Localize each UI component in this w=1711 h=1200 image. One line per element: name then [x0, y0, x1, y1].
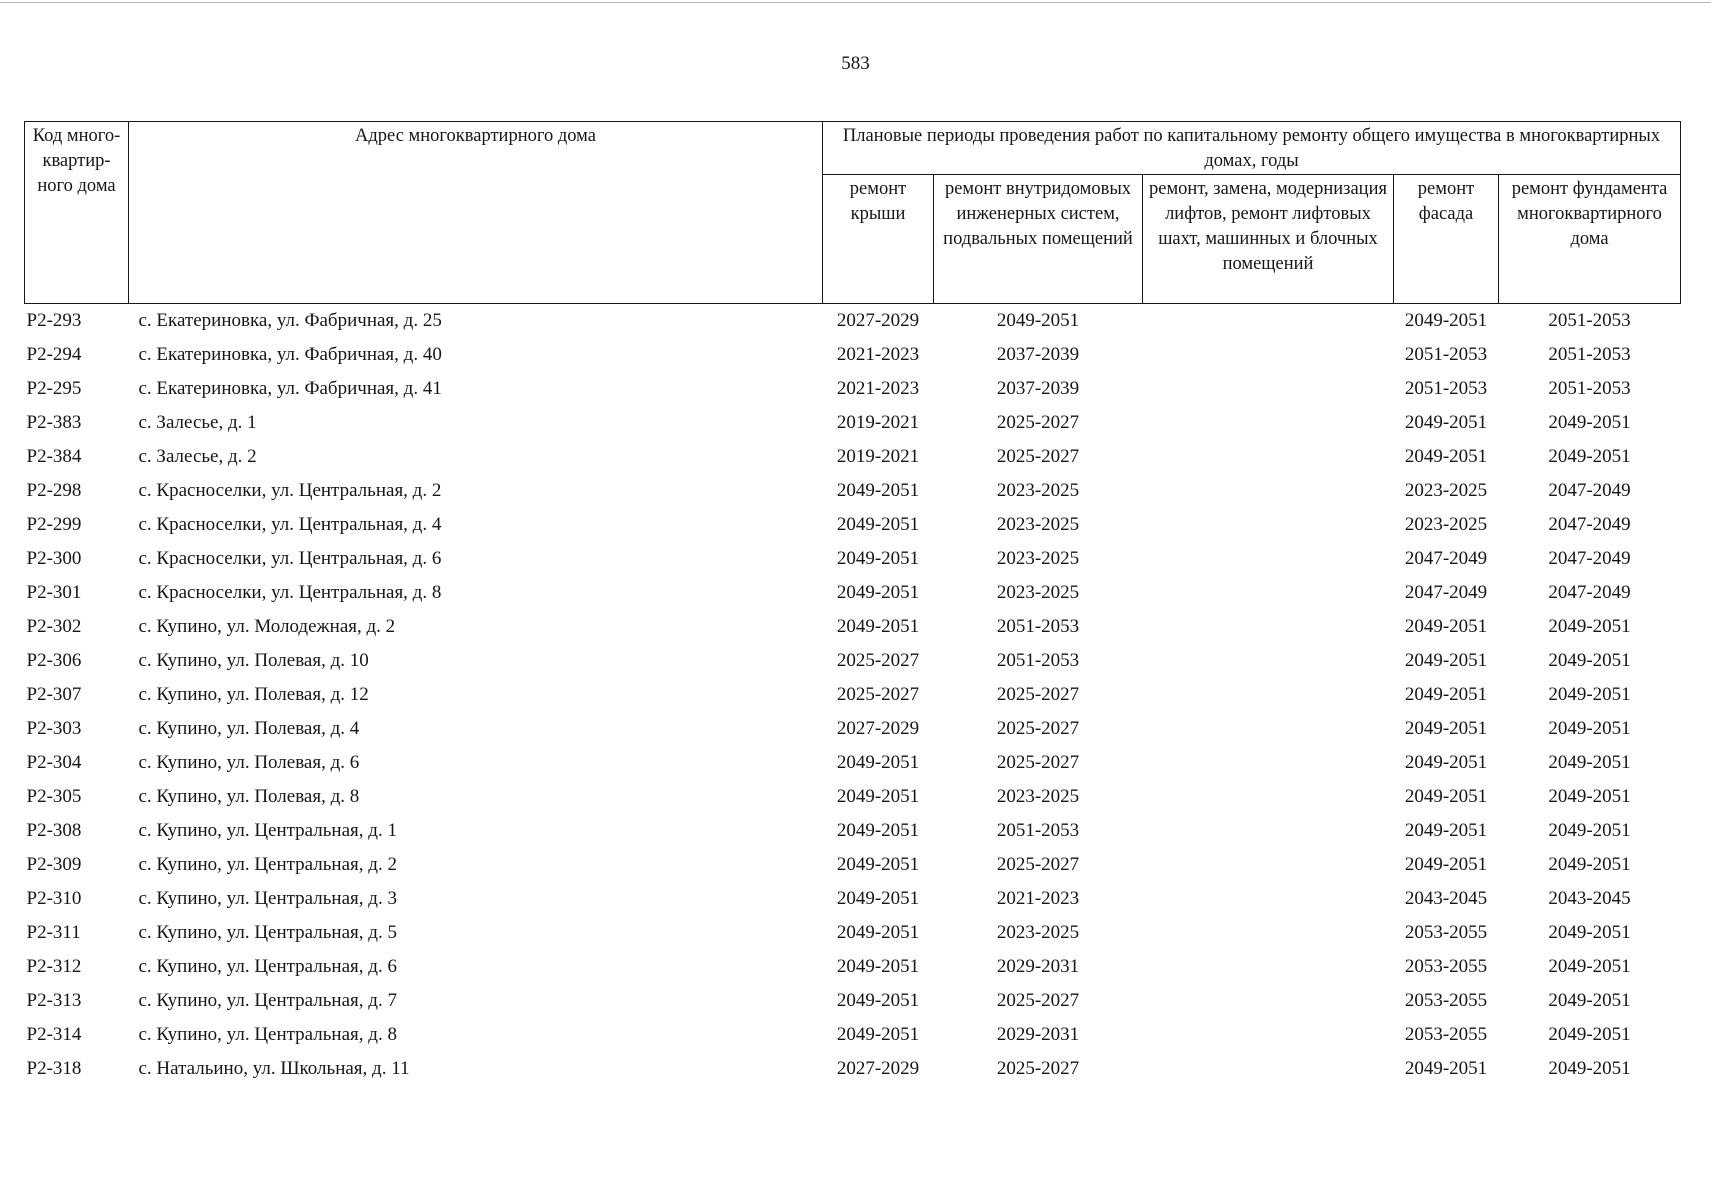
- cell-roof-period: 2027-2029: [836, 1058, 920, 1079]
- cell-address: с. Натальино, ул. Школьная, д. 11: [138, 1058, 410, 1079]
- cell-code: Р2-318: [26, 1058, 82, 1079]
- cell-address: с. Купино, ул. Полевая, д. 8: [138, 786, 360, 807]
- cell-elevator-period: [1143, 678, 1394, 712]
- cell-roof-period: 2049-2051: [836, 514, 920, 535]
- cell-roof-period: 2049-2051: [836, 854, 920, 875]
- cell-address: с. Купино, ул. Полевая, д. 4: [138, 718, 360, 739]
- table-row: [25, 372, 1681, 406]
- cell-address: с. Купино, ул. Центральная, д. 2: [138, 854, 397, 875]
- table-row: [25, 542, 1681, 576]
- cell-facade-period: 2049-2051: [1404, 684, 1488, 705]
- table-row: [25, 882, 1681, 916]
- cell-engineering-period: 2025-2027: [996, 752, 1080, 773]
- cell-elevator-period: [1143, 1018, 1394, 1052]
- cell-code: Р2-312: [26, 956, 82, 977]
- repair-schedule-table: [24, 121, 1681, 1086]
- table-header: [25, 122, 1681, 304]
- cell-foundation-period: 2043-2045: [1548, 888, 1631, 909]
- cell-elevator-period: [1143, 984, 1394, 1018]
- cell-code: Р2-305: [26, 786, 82, 807]
- cell-engineering-period: 2025-2027: [996, 1058, 1080, 1079]
- cell-engineering-period: 2037-2039: [996, 378, 1080, 399]
- cell-roof-period: 2025-2027: [836, 650, 920, 671]
- cell-code: Р2-300: [26, 548, 82, 569]
- cell-roof-period: 2049-2051: [836, 616, 920, 637]
- cell-foundation-period: 2049-2051: [1548, 1058, 1631, 1079]
- cell-foundation-period: 2049-2051: [1548, 854, 1631, 875]
- cell-foundation-period: 2049-2051: [1548, 412, 1631, 433]
- cell-address: с. Купино, ул. Центральная, д. 5: [138, 922, 397, 943]
- cell-facade-period: 2049-2051: [1404, 718, 1488, 739]
- cell-elevator-period: [1143, 508, 1394, 542]
- header-elevator-repair: ремонт, замена, модернизация лифтов, ремонт лифтовых шахт, машинных и блочных помещений: [1143, 175, 1394, 304]
- cell-code: Р2-303: [26, 718, 82, 739]
- cell-roof-period: 2049-2051: [836, 1024, 920, 1045]
- cell-roof-period: 2049-2051: [836, 480, 920, 501]
- cell-facade-period: 2049-2051: [1404, 854, 1488, 875]
- cell-engineering-period: 2023-2025: [996, 786, 1080, 807]
- cell-facade-period: 2049-2051: [1404, 310, 1488, 331]
- cell-foundation-period: 2051-2053: [1548, 378, 1631, 399]
- cell-facade-period: 2043-2045: [1404, 888, 1488, 909]
- header-foundation-repair: ремонт фундамента многоквартирного дома: [1499, 175, 1681, 304]
- cell-facade-period: 2053-2055: [1404, 990, 1488, 1011]
- cell-facade-period: 2049-2051: [1404, 446, 1488, 467]
- table-row: [25, 916, 1681, 950]
- cell-roof-period: 2049-2051: [836, 990, 920, 1011]
- cell-elevator-period: [1143, 304, 1394, 339]
- page-number: 583: [841, 53, 870, 74]
- cell-engineering-period: 2037-2039: [996, 344, 1080, 365]
- cell-code: Р2-384: [26, 446, 82, 467]
- cell-foundation-period: 2047-2049: [1548, 514, 1631, 535]
- cell-code: Р2-294: [26, 344, 82, 365]
- cell-address: с. Купино, ул. Центральная, д. 7: [138, 990, 397, 1011]
- cell-code: Р2-306: [26, 650, 82, 671]
- cell-address: с. Екатериновка, ул. Фабричная, д. 40: [138, 344, 442, 365]
- cell-address: с. Купино, ул. Центральная, д. 1: [138, 820, 397, 841]
- cell-foundation-period: 2047-2049: [1548, 582, 1631, 603]
- table-row: [25, 304, 1681, 339]
- cell-roof-period: 2021-2023: [836, 378, 920, 399]
- cell-address: с. Купино, ул. Полевая, д. 10: [138, 650, 369, 671]
- cell-facade-period: 2051-2053: [1404, 378, 1488, 399]
- cell-facade-period: 2049-2051: [1404, 820, 1488, 841]
- cell-elevator-period: [1143, 746, 1394, 780]
- cell-address: с. Купино, ул. Центральная, д. 6: [138, 956, 397, 977]
- cell-elevator-period: [1143, 610, 1394, 644]
- cell-address: с. Купино, ул. Центральная, д. 8: [138, 1024, 397, 1045]
- cell-foundation-period: 2049-2051: [1548, 616, 1631, 637]
- cell-facade-period: 2049-2051: [1404, 1058, 1488, 1079]
- cell-facade-period: 2023-2025: [1404, 514, 1488, 535]
- cell-roof-period: 2049-2051: [836, 956, 920, 977]
- cell-foundation-period: 2049-2051: [1548, 752, 1631, 773]
- cell-address: с. Залесье, д. 2: [138, 446, 257, 467]
- cell-elevator-period: [1143, 406, 1394, 440]
- cell-foundation-period: 2049-2051: [1548, 1024, 1631, 1045]
- cell-code: Р2-299: [26, 514, 82, 535]
- cell-code: Р2-302: [26, 616, 82, 637]
- cell-code: Р2-307: [26, 684, 82, 705]
- cell-engineering-period: 2051-2053: [996, 616, 1080, 637]
- cell-engineering-period: 2029-2031: [996, 956, 1080, 977]
- cell-engineering-period: 2021-2023: [996, 888, 1080, 909]
- cell-engineering-period: 2023-2025: [996, 922, 1080, 943]
- cell-engineering-period: 2023-2025: [996, 582, 1080, 603]
- cell-engineering-period: 2025-2027: [996, 446, 1080, 467]
- cell-roof-period: 2049-2051: [836, 786, 920, 807]
- cell-elevator-period: [1143, 542, 1394, 576]
- table-row: [25, 1018, 1681, 1052]
- cell-roof-period: 2025-2027: [836, 684, 920, 705]
- cell-roof-period: 2019-2021: [836, 446, 920, 467]
- cell-elevator-period: [1143, 474, 1394, 508]
- cell-roof-period: 2021-2023: [836, 344, 920, 365]
- cell-engineering-period: 2029-2031: [996, 1024, 1080, 1045]
- cell-address: с. Красноселки, ул. Центральная, д. 4: [138, 514, 442, 535]
- cell-code: Р2-298: [26, 480, 82, 501]
- cell-roof-period: 2049-2051: [836, 820, 920, 841]
- cell-address: с. Купино, ул. Полевая, д. 12: [138, 684, 369, 705]
- cell-foundation-period: 2047-2049: [1548, 548, 1631, 569]
- cell-elevator-period: [1143, 950, 1394, 984]
- table-row: [25, 576, 1681, 610]
- cell-roof-period: 2019-2021: [836, 412, 920, 433]
- cell-code: Р2-383: [26, 412, 82, 433]
- cell-roof-period: 2049-2051: [836, 752, 920, 773]
- cell-elevator-period: [1143, 338, 1394, 372]
- header-engineering-repair: ремонт внутридомовых инженерных систем, подвальных помещений: [934, 175, 1143, 304]
- cell-address: с. Купино, ул. Молодежная, д. 2: [138, 616, 396, 637]
- cell-engineering-period: 2049-2051: [996, 310, 1080, 331]
- table-row: [25, 440, 1681, 474]
- table-row: [25, 746, 1681, 780]
- cell-foundation-period: 2051-2053: [1548, 344, 1631, 365]
- table-row: [25, 712, 1681, 746]
- cell-elevator-period: [1143, 372, 1394, 406]
- cell-foundation-period: 2049-2051: [1548, 786, 1631, 807]
- cell-engineering-period: 2025-2027: [996, 412, 1080, 433]
- cell-address: с. Екатериновка, ул. Фабричная, д. 25: [138, 310, 442, 331]
- header-planned-periods: Плановые периоды проведения работ по капитальному ремонту общего имущества в многоквартирных домах, годы: [823, 122, 1681, 175]
- table-row: [25, 780, 1681, 814]
- cell-elevator-period: [1143, 644, 1394, 678]
- cell-roof-period: 2049-2051: [836, 922, 920, 943]
- table-row: [25, 814, 1681, 848]
- cell-address: с. Купино, ул. Центральная, д. 3: [138, 888, 397, 909]
- cell-elevator-period: [1143, 1052, 1394, 1086]
- table-row: [25, 678, 1681, 712]
- cell-facade-period: 2051-2053: [1404, 344, 1488, 365]
- cell-code: Р2-293: [26, 310, 82, 331]
- cell-facade-period: 2023-2025: [1404, 480, 1488, 501]
- cell-facade-period: 2049-2051: [1404, 616, 1488, 637]
- cell-facade-period: 2053-2055: [1404, 956, 1488, 977]
- cell-foundation-period: 2049-2051: [1548, 990, 1631, 1011]
- cell-address: с. Екатериновка, ул. Фабричная, д. 41: [138, 378, 442, 399]
- header-facade-repair: ремонт фасада: [1394, 175, 1499, 304]
- cell-roof-period: 2049-2051: [836, 548, 920, 569]
- cell-foundation-period: 2049-2051: [1548, 650, 1631, 671]
- table-row: [25, 1052, 1681, 1086]
- cell-foundation-period: 2049-2051: [1548, 956, 1631, 977]
- cell-code: Р2-311: [26, 922, 81, 943]
- cell-engineering-period: 2023-2025: [996, 548, 1080, 569]
- cell-address: с. Красноселки, ул. Центральная, д. 2: [138, 480, 442, 501]
- table-row: [25, 644, 1681, 678]
- cell-elevator-period: [1143, 882, 1394, 916]
- cell-elevator-period: [1143, 814, 1394, 848]
- cell-elevator-period: [1143, 712, 1394, 746]
- header-address: Адрес многоквартирного дома: [129, 122, 823, 304]
- cell-engineering-period: 2025-2027: [996, 854, 1080, 875]
- cell-code: Р2-304: [26, 752, 82, 773]
- cell-elevator-period: [1143, 848, 1394, 882]
- cell-facade-period: 2053-2055: [1404, 1024, 1488, 1045]
- cell-code: Р2-308: [26, 820, 82, 841]
- cell-facade-period: 2053-2055: [1404, 922, 1488, 943]
- cell-address: с. Красноселки, ул. Центральная, д. 6: [138, 548, 442, 569]
- cell-code: Р2-295: [26, 378, 82, 399]
- cell-address: с. Залесье, д. 1: [138, 412, 257, 433]
- cell-address: с. Красноселки, ул. Центральная, д. 8: [138, 582, 442, 603]
- cell-facade-period: 2047-2049: [1404, 548, 1488, 569]
- cell-facade-period: 2049-2051: [1404, 650, 1488, 671]
- cell-engineering-period: 2051-2053: [996, 820, 1080, 841]
- scan-edge-line: [0, 2, 1711, 3]
- table-row: [25, 610, 1681, 644]
- cell-facade-period: 2049-2051: [1404, 786, 1488, 807]
- cell-roof-period: 2027-2029: [836, 310, 920, 331]
- table-row: [25, 848, 1681, 882]
- table-row: [25, 950, 1681, 984]
- cell-elevator-period: [1143, 780, 1394, 814]
- cell-address: с. Купино, ул. Полевая, д. 6: [138, 752, 360, 773]
- cell-foundation-period: 2049-2051: [1548, 446, 1631, 467]
- cell-foundation-period: 2049-2051: [1548, 922, 1631, 943]
- cell-elevator-period: [1143, 440, 1394, 474]
- table-row: [25, 474, 1681, 508]
- cell-facade-period: 2049-2051: [1404, 412, 1488, 433]
- cell-code: Р2-314: [26, 1024, 82, 1045]
- table-row: [25, 406, 1681, 440]
- cell-code: Р2-301: [26, 582, 82, 603]
- cell-elevator-period: [1143, 916, 1394, 950]
- cell-roof-period: 2049-2051: [836, 888, 920, 909]
- cell-engineering-period: 2025-2027: [996, 718, 1080, 739]
- cell-foundation-period: 2049-2051: [1548, 820, 1631, 841]
- cell-foundation-period: 2049-2051: [1548, 684, 1631, 705]
- cell-foundation-period: 2051-2053: [1548, 310, 1631, 331]
- cell-foundation-period: 2047-2049: [1548, 480, 1631, 501]
- cell-engineering-period: 2025-2027: [996, 684, 1080, 705]
- table-row: [25, 508, 1681, 542]
- cell-facade-period: 2049-2051: [1404, 752, 1488, 773]
- cell-code: Р2-309: [26, 854, 82, 875]
- table-body: [25, 304, 1681, 1087]
- cell-elevator-period: [1143, 576, 1394, 610]
- header-roof-repair: ремонт крыши: [823, 175, 934, 304]
- cell-code: Р2-313: [26, 990, 82, 1011]
- cell-roof-period: 2027-2029: [836, 718, 920, 739]
- cell-foundation-period: 2049-2051: [1548, 718, 1631, 739]
- cell-code: Р2-310: [26, 888, 82, 909]
- table-row: [25, 338, 1681, 372]
- header-code: Код много-квартир-ного дома: [25, 122, 129, 304]
- cell-engineering-period: 2051-2053: [996, 650, 1080, 671]
- cell-facade-period: 2047-2049: [1404, 582, 1488, 603]
- table-row: [25, 984, 1681, 1018]
- cell-roof-period: 2049-2051: [836, 582, 920, 603]
- cell-engineering-period: 2023-2025: [996, 514, 1080, 535]
- cell-engineering-period: 2025-2027: [996, 990, 1080, 1011]
- cell-engineering-period: 2023-2025: [996, 480, 1080, 501]
